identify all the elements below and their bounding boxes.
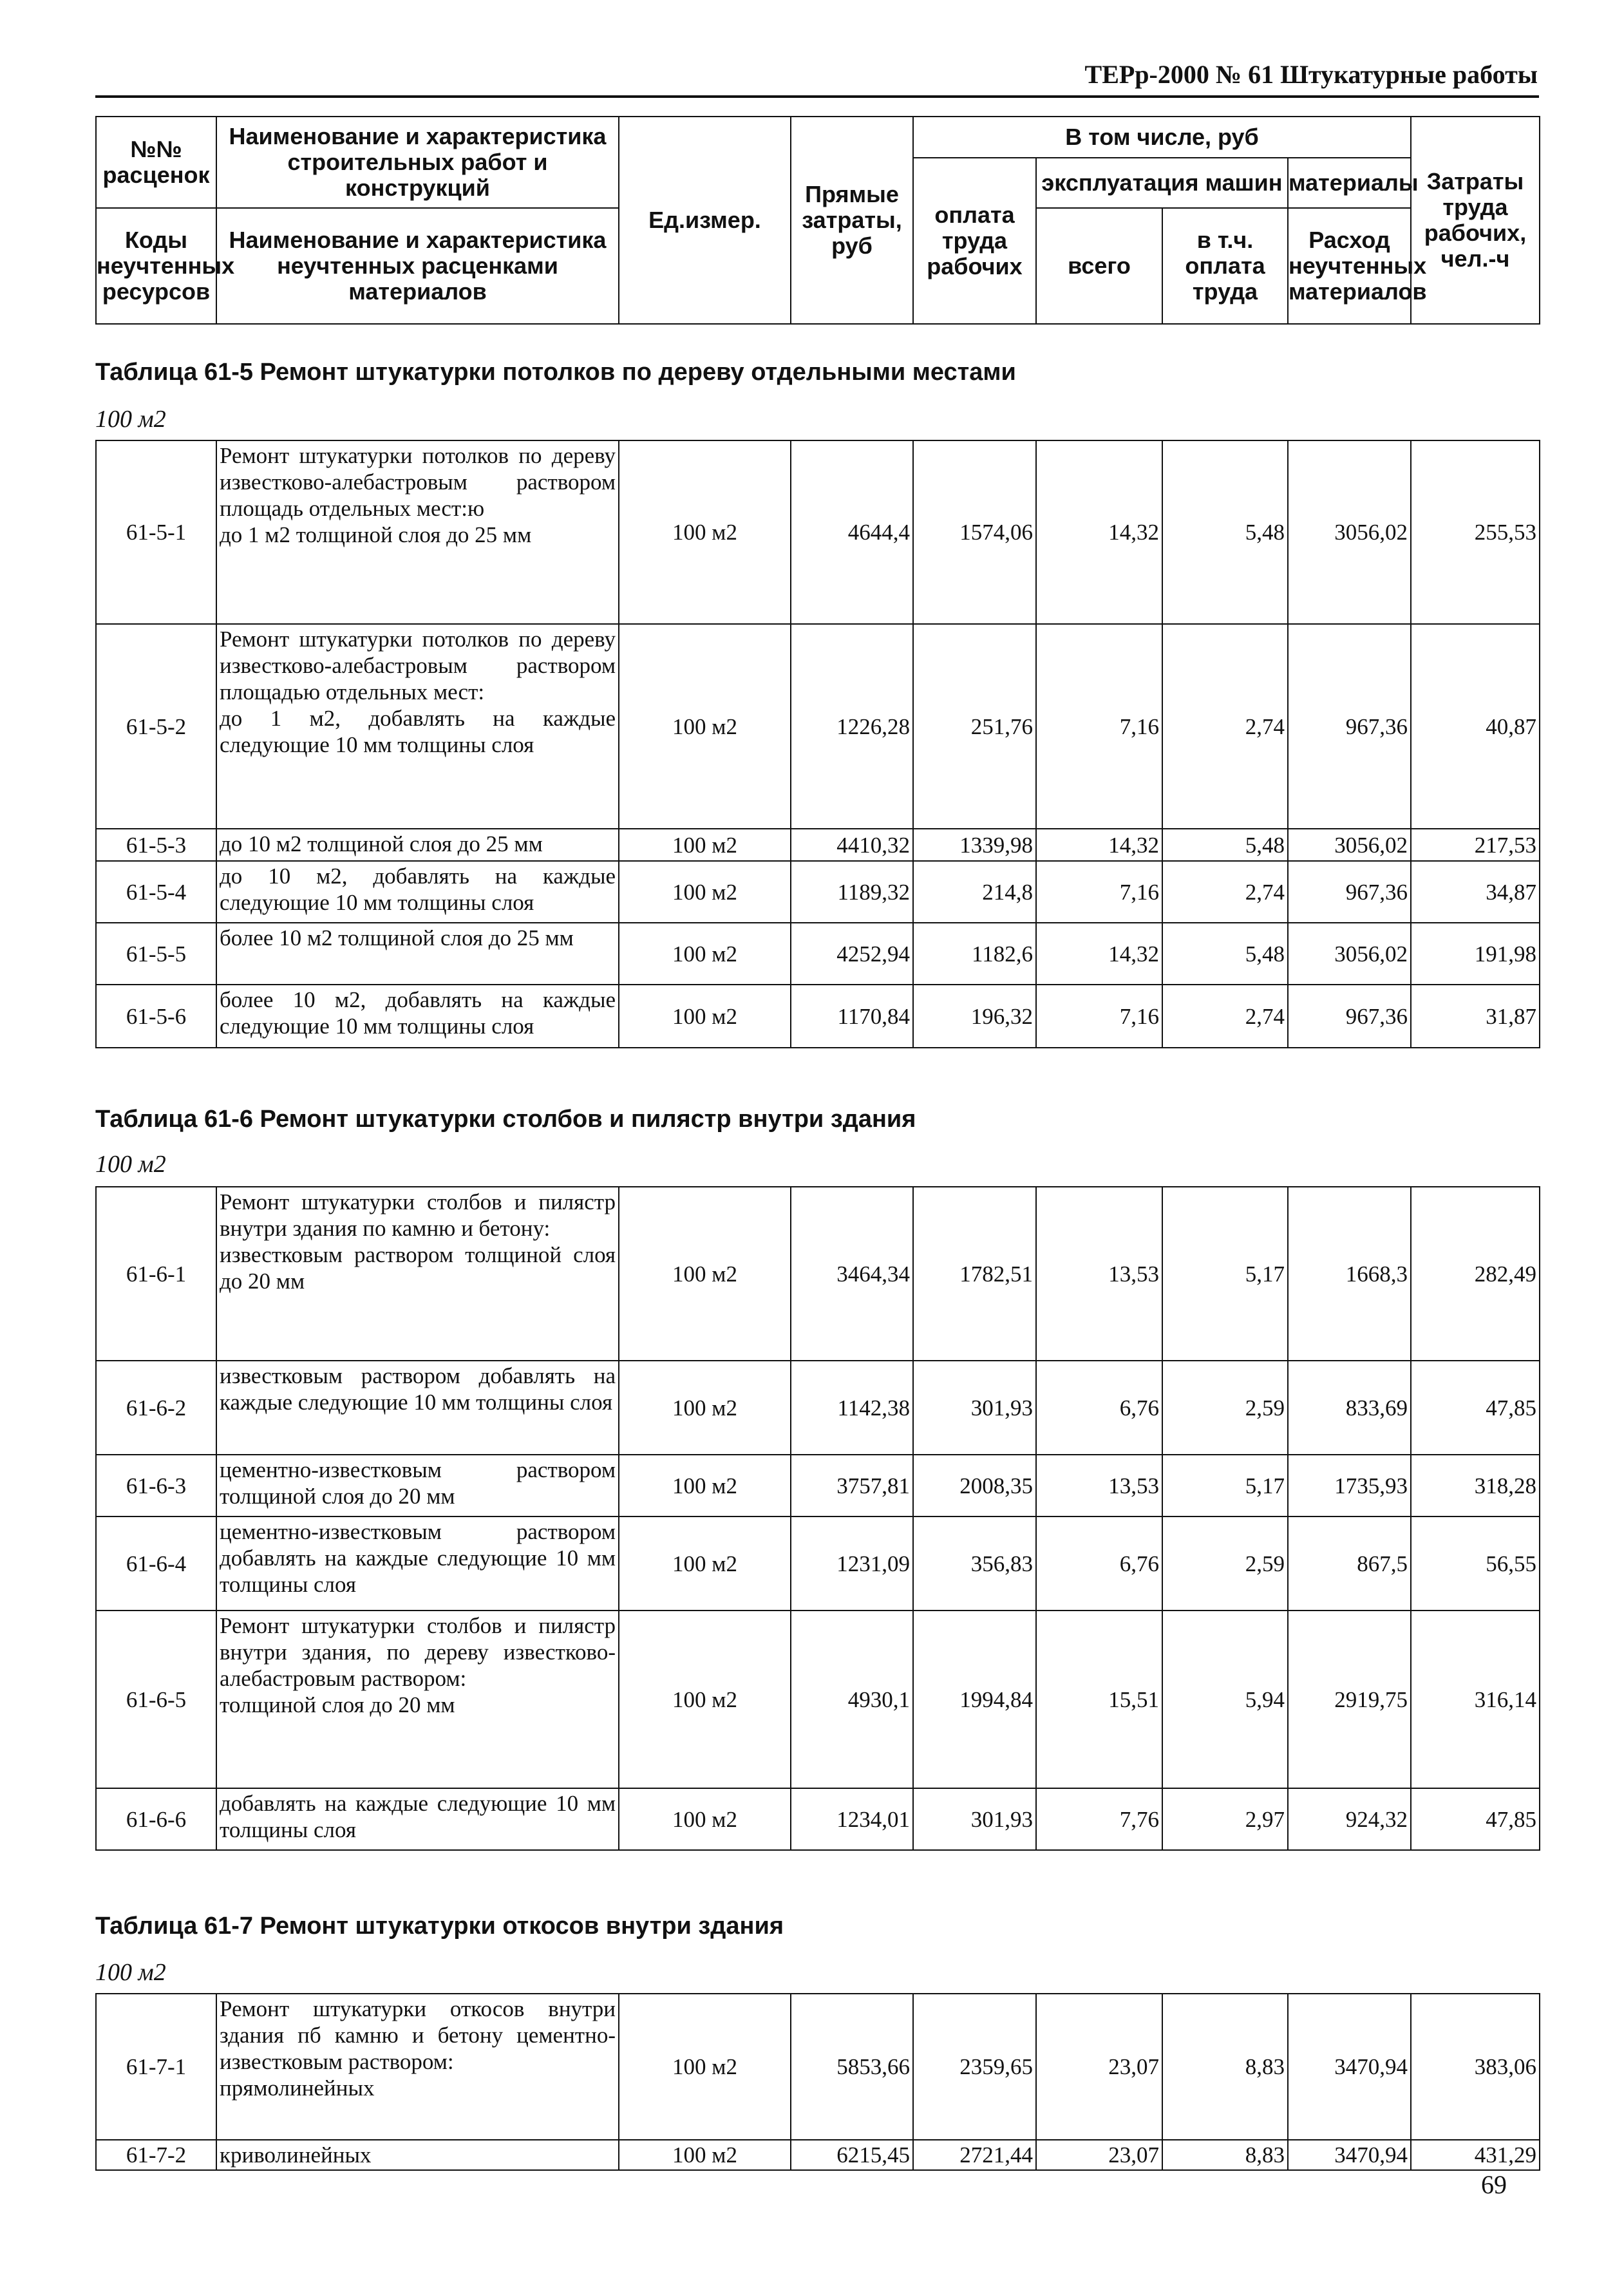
direct-cell: 1234,01 (791, 1788, 913, 1850)
table-row (96, 2140, 1540, 2170)
mat-cell: 967,36 (1288, 624, 1411, 829)
description-line: цементно-известковым раствором толщиной слоя до 20 мм (220, 1457, 616, 1509)
description-line: известковым раствором толщиной слоя до 20 мм (220, 1242, 616, 1294)
unit-cell: 100 м2 (619, 1516, 791, 1611)
rate-code: 61-6-5 (96, 1611, 216, 1788)
description-line: добавлять на каждые следующие 10 мм толщины слоя (220, 1791, 616, 1842)
rate-code: 61-5-1 (96, 440, 216, 624)
header-materials: материалы (1288, 158, 1411, 208)
mach-cell: 7,76 (1036, 1788, 1162, 1850)
mach-labor-cell: 5,17 (1162, 1187, 1288, 1361)
work-description (216, 985, 619, 1048)
table-row (96, 861, 1540, 923)
table-row (96, 440, 1540, 624)
table-caption: Таблица 61-7 Ремонт штукатурки откосов внутри здания (95, 1913, 784, 1940)
direct-cell: 3757,81 (791, 1455, 913, 1516)
hours-cell: 56,55 (1411, 1516, 1540, 1611)
rate-code: 61-6-1 (96, 1187, 216, 1361)
rate-code: 61-5-6 (96, 985, 216, 1048)
description-line: Ремонт штукатурки потолков по дереву известково-алебастровым раствором площадью отдельных мест: (220, 627, 616, 704)
table-row (96, 1611, 1540, 1788)
description-line: криволинейных (220, 2142, 372, 2168)
mach-labor-cell: 2,74 (1162, 624, 1288, 829)
header-machine-labor: в т.ч. оплата труда (1162, 208, 1288, 324)
mat-cell: 3470,94 (1288, 2140, 1411, 2170)
direct-cell: 1170,84 (791, 985, 913, 1048)
labor-cell: 196,32 (913, 985, 1036, 1048)
header-labor-hours: Затраты труда рабочих, чел.-ч (1411, 117, 1540, 324)
table-row (96, 624, 1540, 829)
mach-labor-cell: 5,94 (1162, 1611, 1288, 1788)
hours-cell: 316,14 (1411, 1611, 1540, 1788)
mach-cell: 6,76 (1036, 1361, 1162, 1455)
direct-cell: 1231,09 (791, 1516, 913, 1611)
mach-labor-cell: 2,97 (1162, 1788, 1288, 1850)
mat-cell: 967,36 (1288, 861, 1411, 923)
labor-cell: 251,76 (913, 624, 1036, 829)
mach-labor-cell: 2,74 (1162, 985, 1288, 1048)
mat-cell: 1735,93 (1288, 1455, 1411, 1516)
description-line: Ремонт штукатурки потолков по дереву известково-алебастровым раствором площадь отдельных мест:ю (220, 443, 616, 521)
header-uncounted-codes: Коды неучтенных ресурсов (96, 208, 216, 324)
table-unit-line: 100 м2 (95, 1151, 166, 1178)
direct-cell: 4644,4 (791, 440, 913, 624)
unit-cell: 100 м2 (619, 2140, 791, 2170)
labor-cell: 1574,06 (913, 440, 1036, 624)
table-row (96, 1455, 1540, 1516)
hours-cell: 191,98 (1411, 923, 1540, 985)
mat-cell: 967,36 (1288, 985, 1411, 1048)
work-description (216, 440, 619, 624)
direct-cell: 1142,38 (791, 1361, 913, 1455)
header-including: В том числе, руб (913, 117, 1411, 158)
mach-labor-cell: 2,74 (1162, 861, 1288, 923)
header-unit: Ед.измер. (619, 117, 791, 324)
page-number: 69 (1481, 2170, 1507, 2199)
labor-cell: 2008,35 (913, 1455, 1036, 1516)
header-machine-ops: эксплуатация машин (1036, 158, 1288, 208)
description-line: Ремонт штукатурки столбов и пилястр внутри здания по камню и бетону: (220, 1189, 616, 1241)
labor-cell: 1994,84 (913, 1611, 1036, 1788)
data-table (95, 1186, 1540, 1851)
rate-code: 61-6-6 (96, 1788, 216, 1850)
mat-cell: 3056,02 (1288, 829, 1411, 861)
labor-cell: 214,8 (913, 861, 1036, 923)
mach-labor-cell: 5,48 (1162, 440, 1288, 624)
labor-cell: 301,93 (913, 1788, 1036, 1850)
description-line: до 1 м2, добавлять на каждые следующие 10 мм толщины слоя (220, 706, 616, 757)
work-description (216, 923, 619, 985)
unit-cell: 100 м2 (619, 624, 791, 829)
table-row (96, 1187, 1540, 1361)
hours-cell: 318,28 (1411, 1455, 1540, 1516)
hours-cell: 34,87 (1411, 861, 1540, 923)
direct-cell: 4930,1 (791, 1611, 913, 1788)
rate-code: 61-6-2 (96, 1361, 216, 1455)
unit-cell: 100 м2 (619, 1361, 791, 1455)
mach-labor-cell: 2,59 (1162, 1516, 1288, 1611)
table-row (96, 1516, 1540, 1611)
table-row (96, 985, 1540, 1048)
rate-code: 61-5-5 (96, 923, 216, 985)
labor-cell: 1782,51 (913, 1187, 1036, 1361)
header-machine-total: всего (1036, 208, 1162, 324)
description-line: до 10 м2, добавлять на каждые следующие 10 мм толщины слоя (220, 864, 616, 915)
rate-code: 61-5-2 (96, 624, 216, 829)
work-description (216, 829, 619, 861)
rate-code: 61-6-4 (96, 1516, 216, 1611)
header-uncounted-materials: Наименование и характеристика неучтенных расценками материалов (216, 208, 619, 324)
direct-cell: 6215,45 (791, 2140, 913, 2170)
header-work-name: Наименование и характеристика строительных работ и конструкций (216, 117, 619, 208)
running-header: ТЕРр-2000 № 61 Штукатурные работы (1084, 60, 1538, 89)
work-description (216, 624, 619, 829)
description-line: известковым раствором добавлять на каждые следующие 10 мм толщины слоя (220, 1363, 616, 1415)
rate-code: 61-5-3 (96, 829, 216, 861)
mach-cell: 14,32 (1036, 923, 1162, 985)
hours-cell: 40,87 (1411, 624, 1540, 829)
rate-code: 61-6-3 (96, 1455, 216, 1516)
mat-cell: 1668,3 (1288, 1187, 1411, 1361)
table-row (96, 923, 1540, 985)
table-row (96, 829, 1540, 861)
column-header-table (95, 116, 1540, 325)
labor-cell: 301,93 (913, 1361, 1036, 1455)
data-table (95, 440, 1540, 1048)
rate-code: 61-7-2 (96, 2140, 216, 2170)
mach-cell: 13,53 (1036, 1187, 1162, 1361)
unit-cell: 100 м2 (619, 440, 791, 624)
mach-cell: 7,16 (1036, 861, 1162, 923)
hours-cell: 255,53 (1411, 440, 1540, 624)
rate-code: 61-5-4 (96, 861, 216, 923)
mat-cell: 3056,02 (1288, 923, 1411, 985)
labor-cell: 1182,6 (913, 923, 1036, 985)
direct-cell: 1189,32 (791, 861, 913, 923)
mach-cell: 15,51 (1036, 1611, 1162, 1788)
direct-cell: 1226,28 (791, 624, 913, 829)
mat-cell: 924,32 (1288, 1788, 1411, 1850)
mat-cell: 2919,75 (1288, 1611, 1411, 1788)
table-row (96, 1361, 1540, 1455)
header-materials-uncounted: Расход неучтенных материалов (1288, 208, 1411, 324)
mach-cell: 13,53 (1036, 1455, 1162, 1516)
mach-cell: 23,07 (1036, 1994, 1162, 2140)
mat-cell: 867,5 (1288, 1516, 1411, 1611)
direct-cell: 4252,94 (791, 923, 913, 985)
mach-cell: 7,16 (1036, 624, 1162, 829)
description-line: более 10 м2, добавлять на каждые следующие 10 мм толщины слоя (220, 987, 616, 1039)
mach-cell: 6,76 (1036, 1516, 1162, 1611)
mach-labor-cell: 8,83 (1162, 2140, 1288, 2170)
direct-cell: 3464,34 (791, 1187, 913, 1361)
description-line: толщиной слоя до 20 мм (220, 1692, 455, 1717)
rate-code: 61-7-1 (96, 1994, 216, 2140)
mach-cell: 14,32 (1036, 440, 1162, 624)
header-direct-costs: Прямые затраты, руб (791, 117, 913, 324)
labor-cell: 2721,44 (913, 2140, 1036, 2170)
hours-cell: 383,06 (1411, 1994, 1540, 2140)
hours-cell: 217,53 (1411, 829, 1540, 861)
mat-cell: 833,69 (1288, 1361, 1411, 1455)
hours-cell: 31,87 (1411, 985, 1540, 1048)
work-description (216, 2140, 619, 2170)
hours-cell: 47,85 (1411, 1361, 1540, 1455)
work-description (216, 1788, 619, 1850)
table-caption: Таблица 61-5 Ремонт штукатурки потолков по дереву отдельными местами (95, 359, 1016, 386)
work-description (216, 1516, 619, 1611)
unit-cell: 100 м2 (619, 1994, 791, 2140)
mach-cell: 23,07 (1036, 2140, 1162, 2170)
mach-labor-cell: 5,17 (1162, 1455, 1288, 1516)
header-rule (95, 95, 1539, 98)
description-line: прямолинейных (220, 2075, 375, 2101)
table-unit-line: 100 м2 (95, 406, 166, 433)
description-line: Ремонт штукатурки откосов внутри здания пб камню и бетону цементно-известковым раствором: (220, 1996, 616, 2074)
header-labor-pay: оплата труда рабочих (913, 158, 1036, 324)
mach-labor-cell: 5,48 (1162, 923, 1288, 985)
mat-cell: 3470,94 (1288, 1994, 1411, 2140)
hours-cell: 282,49 (1411, 1187, 1540, 1361)
direct-cell: 4410,32 (791, 829, 913, 861)
hours-cell: 47,85 (1411, 1788, 1540, 1850)
labor-cell: 2359,65 (913, 1994, 1036, 2140)
unit-cell: 100 м2 (619, 1611, 791, 1788)
mach-cell: 7,16 (1036, 985, 1162, 1048)
description-line: до 1 м2 толщиной слоя до 25 мм (220, 522, 532, 547)
table-caption: Таблица 61-6 Ремонт штукатурки столбов и пилястр внутри здания (95, 1106, 916, 1133)
labor-cell: 1339,98 (913, 829, 1036, 861)
mat-cell: 3056,02 (1288, 440, 1411, 624)
work-description (216, 861, 619, 923)
labor-cell: 356,83 (913, 1516, 1036, 1611)
description-line: более 10 м2 толщиной слоя до 25 мм (220, 925, 574, 950)
mach-cell: 14,32 (1036, 829, 1162, 861)
mach-labor-cell: 5,48 (1162, 829, 1288, 861)
description-line: цементно-известковым раствором добавлять на каждые следующие 10 мм толщины слоя (220, 1519, 616, 1597)
description-line: Ремонт штукатурки столбов и пилястр внутри здания, по дереву известково-алебастровым раствором: (220, 1613, 616, 1691)
unit-cell: 100 м2 (619, 923, 791, 985)
work-description (216, 1455, 619, 1516)
work-description (216, 1361, 619, 1455)
mach-labor-cell: 8,83 (1162, 1994, 1288, 2140)
unit-cell: 100 м2 (619, 985, 791, 1048)
header-rate-number: №№ расценок (96, 117, 216, 208)
table-row (96, 1788, 1540, 1850)
direct-cell: 5853,66 (791, 1994, 913, 2140)
table-row (96, 1994, 1540, 2140)
unit-cell: 100 м2 (619, 829, 791, 861)
unit-cell: 100 м2 (619, 861, 791, 923)
description-line: до 10 м2 толщиной слоя до 25 мм (220, 831, 543, 856)
work-description (216, 1611, 619, 1788)
work-description (216, 1187, 619, 1361)
table-unit-line: 100 м2 (95, 1959, 166, 1986)
unit-cell: 100 м2 (619, 1187, 791, 1361)
hours-cell: 431,29 (1411, 2140, 1540, 2170)
unit-cell: 100 м2 (619, 1455, 791, 1516)
unit-cell: 100 м2 (619, 1788, 791, 1850)
data-table (95, 1993, 1540, 2171)
work-description (216, 1994, 619, 2140)
mach-labor-cell: 2,59 (1162, 1361, 1288, 1455)
